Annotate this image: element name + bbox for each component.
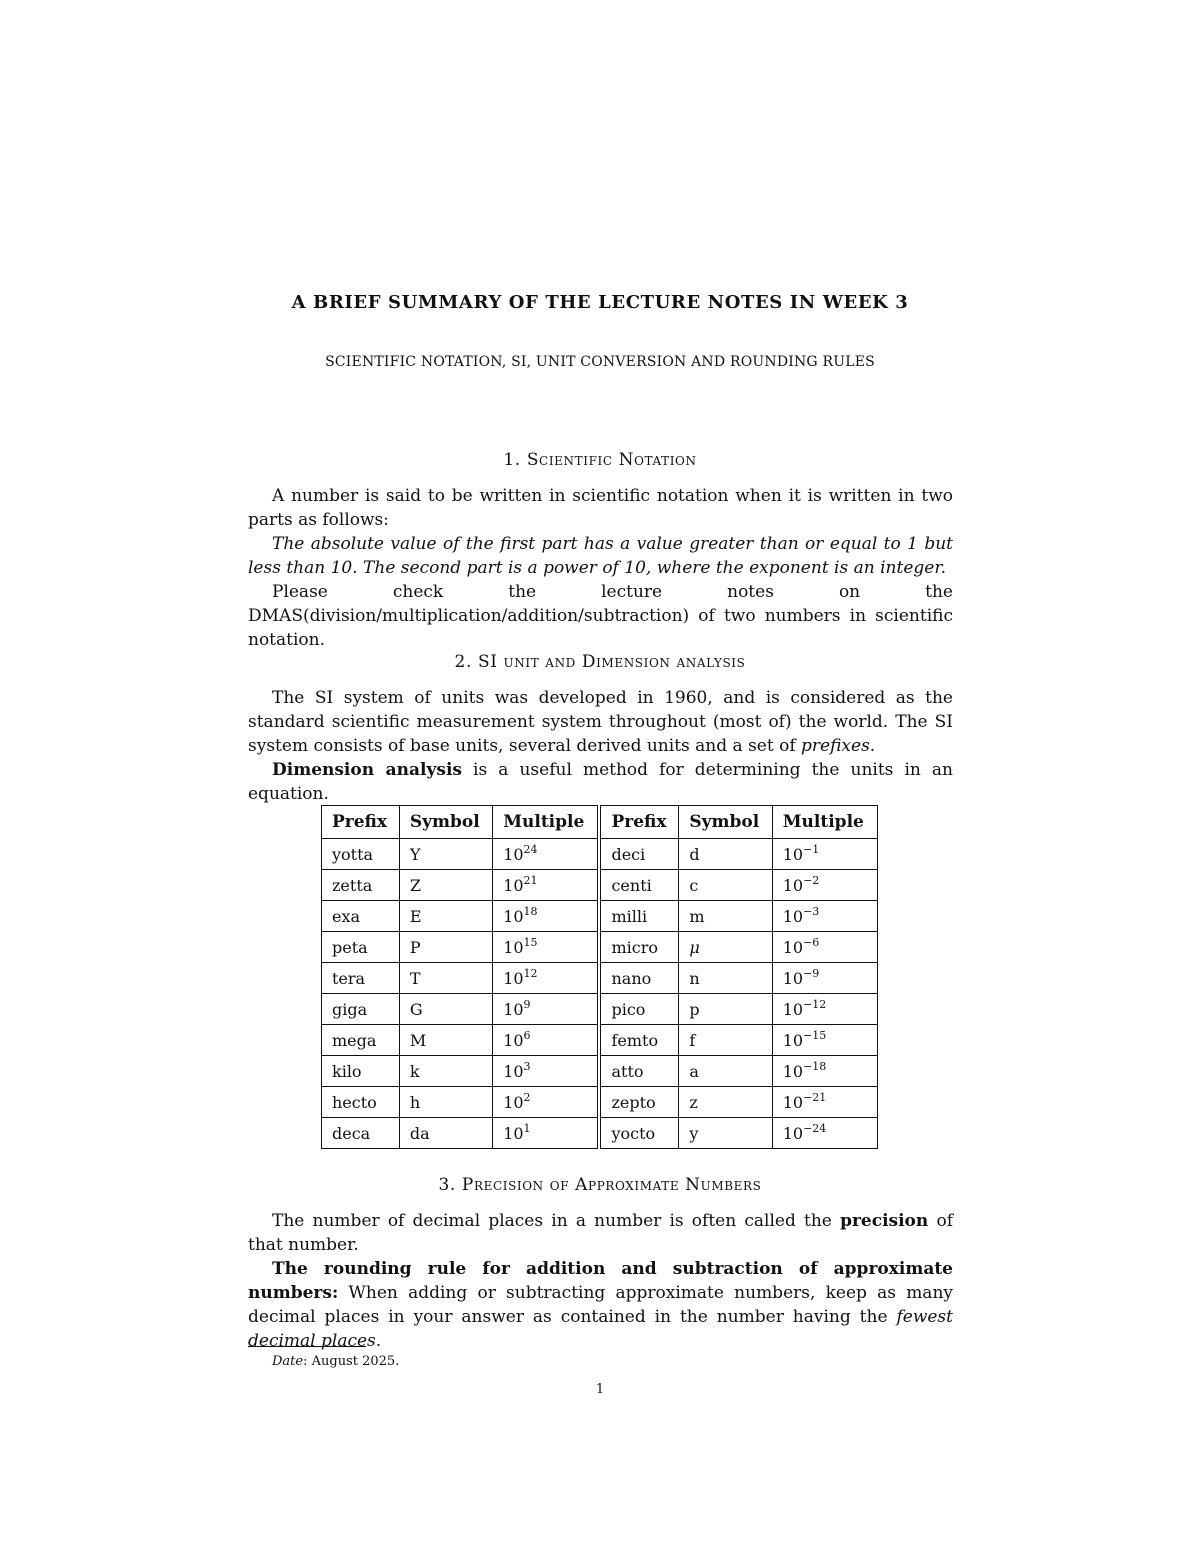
section-3-p1-bold: precision <box>840 1211 929 1231</box>
prefix-cell: kilo <box>322 1056 400 1087</box>
table-row <box>322 1025 878 1056</box>
table-row <box>322 994 878 1025</box>
section-2-paragraph-1 <box>248 686 953 758</box>
section-2-p1-end: . <box>869 736 876 756</box>
section-2-p1-text: The SI system of units was developed in 1960, and is considered as the standard scientific measurement system throughout (most of) the world. The SI system consists of base units, several derived units and a set of <box>248 688 953 756</box>
multiple-cell <box>493 1118 600 1149</box>
section-3-p2-emphasis: fewest decimal places <box>248 1307 953 1351</box>
footnote-label: Date <box>272 1354 304 1369</box>
multiple-base: 10 <box>503 906 524 926</box>
multiple-base: 10 <box>503 844 524 864</box>
symbol-cell: T <box>399 963 492 994</box>
symbol-cell: Y <box>399 839 492 870</box>
section-3-heading: 3. Precision of Approximate Numbers <box>438 1175 762 1195</box>
multiple-cell <box>772 932 877 963</box>
multiple-exponent: −18 <box>803 1059 827 1073</box>
multiple-exponent: −1 <box>803 842 820 856</box>
multiple-exponent: 12 <box>523 966 538 980</box>
symbol-cell: y <box>679 1118 772 1149</box>
multiple-exponent: 6 <box>523 1028 531 1042</box>
prefix-cell: hecto <box>322 1087 400 1118</box>
section-3-paragraph-2 <box>248 1257 953 1353</box>
header-prefix-left: Prefix <box>322 806 400 839</box>
table-row <box>322 1056 878 1087</box>
multiple-exponent: −3 <box>803 904 820 918</box>
multiple-exponent: −9 <box>803 966 820 980</box>
section-1-paragraph-2 <box>248 532 953 580</box>
footnote-date <box>272 1354 399 1369</box>
multiple-base: 10 <box>503 999 524 1019</box>
section-1-p2-text: The absolute value of the first part has a value greater than or equal to 1 but less than 10. The second part is a power of 10, where the exponent is an integer. <box>248 534 953 578</box>
section-1-p1-text: A number is said to be written in scientific notation when it is written in two parts as follows: <box>248 486 953 530</box>
section-3-p2-text: When adding or subtracting approximate numbers, keep as many decimal places in your answer as contained in the number having the <box>248 1283 953 1327</box>
multiple-base: 10 <box>782 1123 804 1143</box>
prefix-cell: pico <box>599 994 678 1025</box>
multiple-cell <box>493 870 600 901</box>
footnote-divider <box>248 1346 366 1347</box>
multiple-cell <box>493 1025 600 1056</box>
multiple-exponent: −12 <box>803 997 827 1011</box>
multiple-cell <box>772 1025 877 1056</box>
multiple-exponent: 2 <box>523 1090 531 1104</box>
multiple-cell <box>772 963 877 994</box>
symbol-cell: a <box>679 1056 772 1087</box>
symbol-cell: p <box>679 994 772 1025</box>
multiple-base: 10 <box>503 875 524 895</box>
multiple-base: 10 <box>503 1061 524 1081</box>
multiple-cell <box>493 1087 600 1118</box>
multiple-base: 10 <box>503 937 524 957</box>
symbol-cell: da <box>399 1118 492 1149</box>
section-3-paragraph-1 <box>248 1209 953 1257</box>
prefix-cell: peta <box>322 932 400 963</box>
multiple-base: 10 <box>782 1030 804 1050</box>
multiple-exponent: −15 <box>803 1028 827 1042</box>
prefix-cell: giga <box>322 994 400 1025</box>
multiple-cell <box>772 1087 877 1118</box>
section-1-heading: 1. Scientific Notation <box>503 450 697 470</box>
table-row <box>322 1118 878 1149</box>
symbol-cell: μ <box>679 932 772 963</box>
symbol-cell: n <box>679 963 772 994</box>
multiple-base: 10 <box>782 937 804 957</box>
multiple-cell <box>772 839 877 870</box>
multiple-base: 10 <box>503 968 524 988</box>
multiple-exponent: 15 <box>523 935 538 949</box>
prefix-cell: yotta <box>322 839 400 870</box>
multiple-base: 10 <box>503 1030 524 1050</box>
symbol-cell: E <box>399 901 492 932</box>
footnote-text: : August 2025. <box>303 1354 400 1369</box>
symbol-cell: f <box>679 1025 772 1056</box>
multiple-exponent: 9 <box>523 997 531 1011</box>
section-1-p3-text: Please check the lecture notes on the DMAS(division/multiplication/addition/subtraction) of two numbers in scientific notation. <box>248 582 953 650</box>
section-2-p2-text: is a useful method for determining the units in an equation. <box>248 760 953 804</box>
table-row <box>322 839 878 870</box>
multiple-base: 10 <box>782 1061 804 1081</box>
multiple-cell <box>772 994 877 1025</box>
header-multiple-right: Multiple <box>772 806 877 839</box>
table-header-row <box>322 806 878 839</box>
header-multiple-left: Multiple <box>493 806 600 839</box>
table-row <box>322 870 878 901</box>
multiple-cell <box>493 1056 600 1087</box>
multiple-cell <box>493 932 600 963</box>
section-2-paragraph-2 <box>248 758 953 806</box>
symbol-cell: G <box>399 994 492 1025</box>
prefix-cell: yocto <box>599 1118 678 1149</box>
multiple-base: 10 <box>782 844 804 864</box>
prefix-cell: femto <box>599 1025 678 1056</box>
section-1-paragraph-1 <box>248 484 953 532</box>
symbol-cell: M <box>399 1025 492 1056</box>
multiple-base: 10 <box>782 875 804 895</box>
prefix-cell: zepto <box>599 1087 678 1118</box>
prefix-cell: centi <box>599 870 678 901</box>
section-2-p2-bold: Dimension analysis <box>272 760 462 780</box>
symbol-cell: m <box>679 901 772 932</box>
prefix-cell: micro <box>599 932 678 963</box>
section-2-p1-emphasis: prefixes <box>801 736 870 756</box>
section-3-p1-end: of that number. <box>248 1211 953 1255</box>
multiple-base: 10 <box>782 999 804 1019</box>
multiple-exponent: 18 <box>523 904 538 918</box>
prefix-cell: zetta <box>322 870 400 901</box>
multiple-base: 10 <box>503 1092 524 1112</box>
section-2-heading: 2. SI unit and Dimension analysis <box>454 652 746 672</box>
table-row <box>322 1087 878 1118</box>
table-row <box>322 901 878 932</box>
multiple-exponent: 24 <box>523 842 538 856</box>
multiple-exponent: −24 <box>803 1121 827 1135</box>
multiple-base: 10 <box>782 1092 804 1112</box>
symbol-cell: z <box>679 1087 772 1118</box>
prefix-cell: nano <box>599 963 678 994</box>
multiple-exponent: 3 <box>523 1059 531 1073</box>
prefix-cell: deca <box>322 1118 400 1149</box>
multiple-exponent: −21 <box>803 1090 827 1104</box>
symbol-cell: P <box>399 932 492 963</box>
section-3-p1-text: The number of decimal places in a number is often called the <box>272 1211 841 1231</box>
prefix-cell: atto <box>599 1056 678 1087</box>
document-subtitle: SCIENTIFIC NOTATION, SI, UNIT CONVERSION AND ROUNDING RULES <box>325 354 875 370</box>
multiple-cell <box>493 994 600 1025</box>
table-row <box>322 932 878 963</box>
multiple-exponent: −2 <box>803 873 820 887</box>
multiple-exponent: −6 <box>803 935 820 949</box>
header-prefix-right: Prefix <box>599 806 678 839</box>
multiple-base: 10 <box>782 968 804 988</box>
multiple-cell <box>493 901 600 932</box>
multiple-base: 10 <box>503 1123 524 1143</box>
prefix-cell: mega <box>322 1025 400 1056</box>
header-symbol-left: Symbol <box>399 806 492 839</box>
multiple-cell <box>772 1056 877 1087</box>
symbol-cell: c <box>679 870 772 901</box>
section-1-paragraph-3 <box>248 580 953 652</box>
symbol-cell: d <box>679 839 772 870</box>
symbol-cell: h <box>399 1087 492 1118</box>
document-title: A BRIEF SUMMARY OF THE LECTURE NOTES IN WEEK 3 <box>291 292 909 313</box>
si-prefix-table <box>321 805 878 1149</box>
multiple-exponent: 21 <box>523 873 538 887</box>
multiple-cell <box>493 963 600 994</box>
multiple-cell <box>772 870 877 901</box>
prefix-cell: milli <box>599 901 678 932</box>
multiple-exponent: 1 <box>523 1121 531 1135</box>
table-row <box>322 963 878 994</box>
section-3-p2-end: . <box>375 1331 382 1351</box>
prefix-cell: tera <box>322 963 400 994</box>
prefix-cell: exa <box>322 901 400 932</box>
header-symbol-right: Symbol <box>679 806 772 839</box>
multiple-cell <box>772 1118 877 1149</box>
prefix-cell: deci <box>599 839 678 870</box>
section-3-p2-bold: The rounding rule for addition and subtraction of approximate numbers: <box>248 1259 953 1303</box>
multiple-base: 10 <box>782 906 804 926</box>
multiple-cell <box>493 839 600 870</box>
page-number: 1 <box>595 1382 605 1397</box>
symbol-cell: k <box>399 1056 492 1087</box>
multiple-cell <box>772 901 877 932</box>
symbol-cell: Z <box>399 870 492 901</box>
